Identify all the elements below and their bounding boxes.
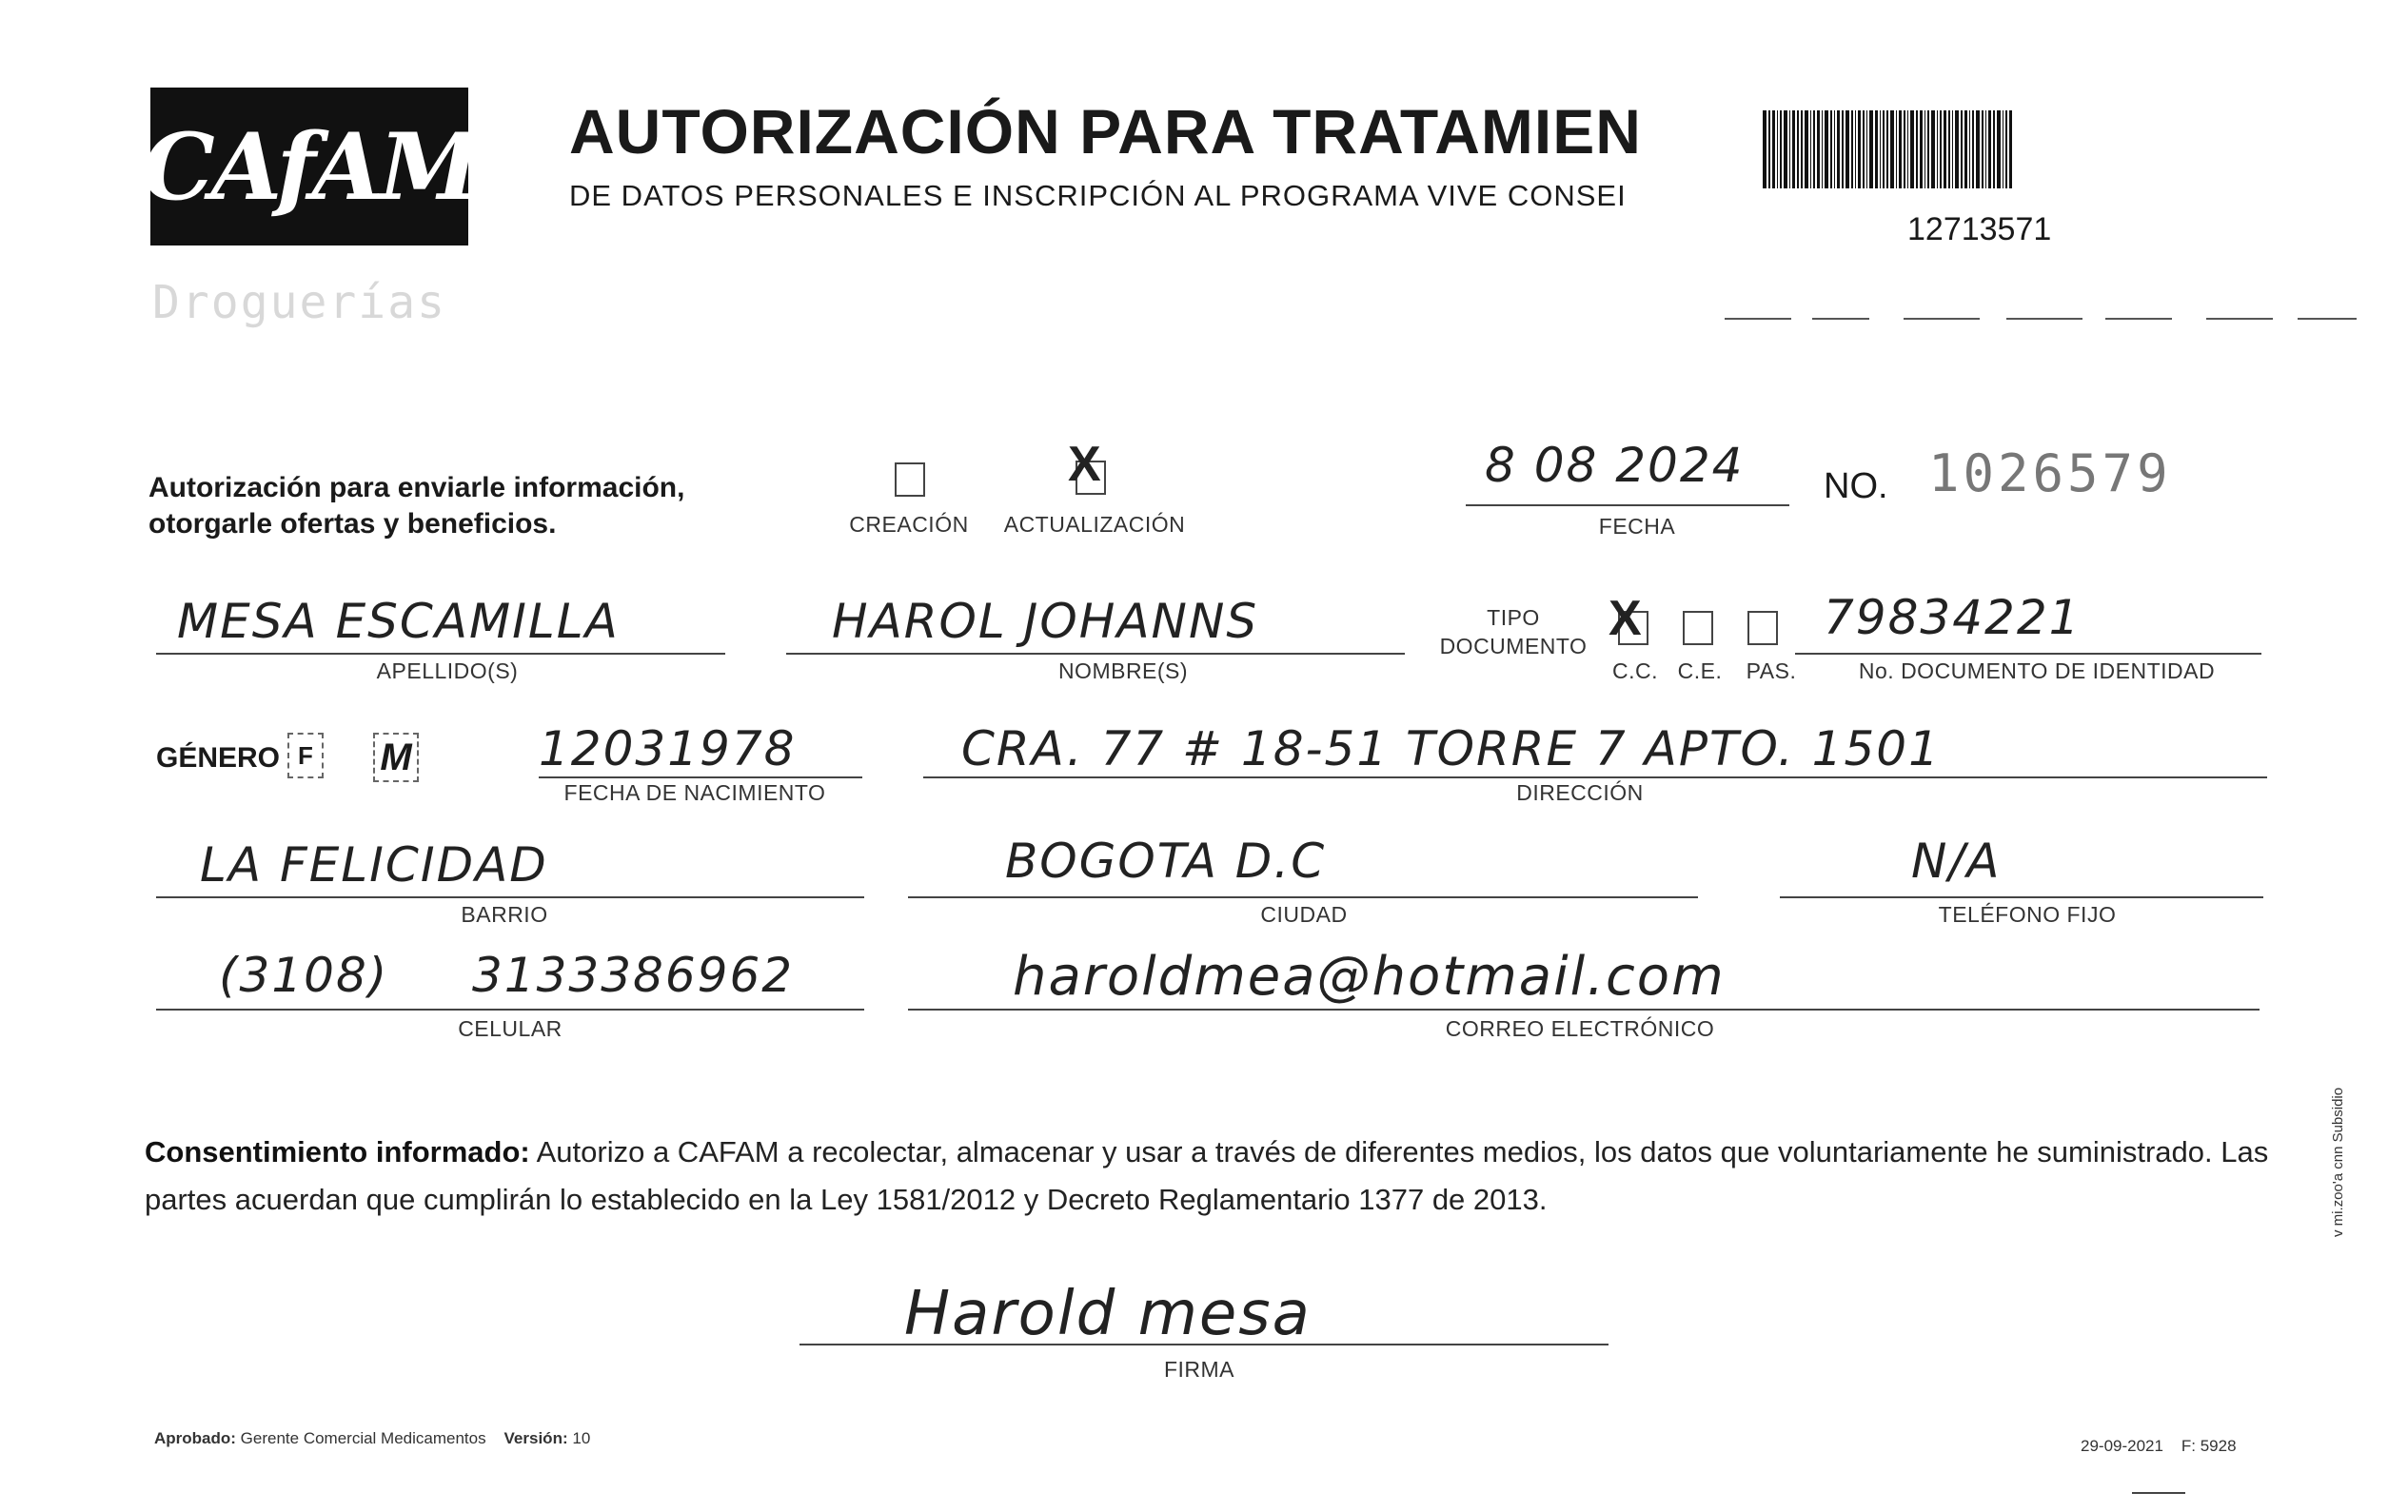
tipo-label: TIPO <box>1487 605 1540 630</box>
barcode-bar <box>1896 110 1897 188</box>
genero-f-box[interactable]: F <box>287 733 324 778</box>
barcode-bar <box>1969 110 1970 188</box>
intro-line-2: otorgarle ofertas y beneficios. <box>148 508 557 540</box>
signature-value: Harold mesa <box>904 1279 1312 1349</box>
ciudad-value: BOGOTA D.C <box>1005 834 1327 889</box>
nombres-label: NOMBRE(S) <box>1057 658 1189 683</box>
fecha-label: FECHA <box>1598 514 1676 539</box>
barcode-bar <box>1931 110 1935 188</box>
celular-line <box>156 1009 864 1011</box>
barcode-bar <box>1845 110 1849 188</box>
cafam-logo <box>142 88 477 245</box>
barrio-line <box>156 896 864 898</box>
barcode-bar <box>1904 110 1905 188</box>
barcode-bar <box>1768 110 1770 188</box>
ciudad-line <box>908 896 1698 898</box>
apellidos-value: MESA ESCAMILLA <box>177 594 620 649</box>
barcode-bar <box>1866 110 1867 188</box>
barrio-label: BARRIO <box>461 902 548 927</box>
documento-number-label: No. DOCUMENTO DE IDENTIDAD <box>1858 658 2216 683</box>
version-value: 10 <box>572 1429 591 1447</box>
barcode-bar <box>1851 110 1853 188</box>
barcode-bar <box>1763 110 1767 188</box>
ce-checkbox[interactable] <box>1683 611 1713 645</box>
barcode-bar <box>1940 110 1942 188</box>
correo-line <box>908 1009 2260 1011</box>
barcode-bar <box>1813 110 1815 188</box>
barcode-bar <box>1988 110 1991 188</box>
barrio-value: LA FELICIDAD <box>200 837 548 893</box>
apellidos-label: APELLIDO(S) <box>376 658 519 683</box>
dash-line <box>2132 1492 2185 1494</box>
ce-label: C.E. <box>1677 658 1723 683</box>
barcode-bar <box>1834 110 1835 188</box>
barcode-bar <box>1961 110 1963 188</box>
barcode-bar <box>1972 110 1974 188</box>
barcode-bar <box>1810 110 1811 188</box>
form-title: AUTORIZACIÓN PARA TRATAMIEN <box>569 96 1642 167</box>
cc-label: C.C. <box>1612 658 1658 683</box>
dash-line <box>1367 653 1405 655</box>
genero-m-box[interactable]: M <box>373 733 419 782</box>
nombres-value: HAROL JOHANNS <box>832 594 1259 649</box>
direccion-line <box>923 776 2267 778</box>
barcode-bar <box>1837 110 1840 188</box>
correo-label: CORREO ELECTRÓNICO <box>1445 1016 1715 1041</box>
barcode-bar <box>1772 110 1775 188</box>
barcode-bar <box>2009 110 2012 188</box>
barcode-number: 12713571 <box>1907 211 2052 247</box>
nacimiento-line <box>539 776 862 778</box>
direccion-value: CRA. 77 # 18-51 TORRE 7 APTO. 1501 <box>961 721 1941 776</box>
barcode-bar <box>1899 110 1902 188</box>
aprobado-label: Aprobado: <box>154 1429 236 1447</box>
barcode-bar <box>1976 110 1980 188</box>
dash-line <box>1904 318 1980 320</box>
barcode-bar <box>1858 110 1861 188</box>
footer-date: 29-09-2021 <box>2081 1437 2163 1455</box>
nombres-line <box>786 653 1367 655</box>
barcode-bar <box>1916 110 1918 188</box>
aprobado-value: Gerente Comercial Medicamentos <box>240 1429 486 1447</box>
barcode-bar <box>1964 110 1967 188</box>
actualizacion-label: ACTUALIZACIÓN <box>1003 512 1186 537</box>
barcode <box>1763 110 2151 188</box>
dash-line <box>2298 318 2357 320</box>
barcode-bar <box>1789 110 1790 188</box>
documento-number-line <box>1795 653 2261 655</box>
barcode-bar <box>1982 110 1984 188</box>
barcode-bar <box>1937 110 1938 188</box>
barcode-bar <box>1993 110 1995 188</box>
barcode-bar <box>1842 110 1844 188</box>
celular-value: 3133386962 <box>472 948 795 1003</box>
barcode-bar <box>1907 110 1908 188</box>
fecha-line <box>1466 504 1789 506</box>
barcode-bar <box>1863 110 1865 188</box>
barcode-bar <box>2005 110 2007 188</box>
telefono-value: N/A <box>1911 834 2002 889</box>
dash-line <box>1725 318 1791 320</box>
creacion-checkbox[interactable] <box>895 462 925 497</box>
celular-label: CELULAR <box>458 1016 563 1041</box>
barcode-bar <box>1817 110 1820 188</box>
logo-text: CAfAM <box>142 112 477 221</box>
barcode-bar <box>1855 110 1856 188</box>
telefono-label: TELÉFONO FIJO <box>1938 902 2117 927</box>
celular-prefix: (3108) <box>219 948 389 1003</box>
barcode-bar <box>1927 110 1929 188</box>
barcode-bar <box>1920 110 1923 188</box>
no-label: NO. <box>1824 466 1888 506</box>
correo-value: haroldmea@hotmail.com <box>1013 946 1726 1008</box>
barcode-bar <box>1825 110 1828 188</box>
barcode-bar <box>1822 110 1823 188</box>
barcode-bar <box>1883 110 1885 188</box>
intro-line-1: Autorización para enviarle información, <box>148 472 685 503</box>
barcode-bar <box>1830 110 1832 188</box>
vertical-side-text: v mi.zoo'a cnn Subsidio <box>2330 1087 2346 1237</box>
actualizacion-check-mark: X <box>1068 437 1101 492</box>
barcode-bar <box>1924 110 1925 188</box>
barcode-bar <box>1886 110 1888 188</box>
barcode-bar <box>1997 110 2001 188</box>
logo-subtitle: Droguerías <box>152 276 446 329</box>
genero-label: GÉNERO <box>156 742 281 774</box>
ciudad-label: CIUDAD <box>1260 902 1348 927</box>
dash-line <box>2105 318 2172 320</box>
barcode-bar <box>1792 110 1795 188</box>
consent-text: Autorizo a CAFAM a recolectar, almacenar y usar a través de diferentes medios, los datos que voluntariamente he suministrado. Las partes acuerdan que cumplirán lo establecido en la Ley 1581/2012 y Decreto Reglamentario 1377 de 2013. <box>145 1135 2269 1216</box>
direccion-label: DIRECCIÓN <box>1516 780 1644 805</box>
footer-approval <box>154 1429 590 1448</box>
no-value: 1026579 <box>1928 443 2172 503</box>
apellidos-line <box>156 653 725 655</box>
consent-paragraph <box>145 1129 2277 1224</box>
barcode-bar <box>1890 110 1894 188</box>
telefono-line <box>1780 896 2263 898</box>
barcode-bar <box>1875 110 1878 188</box>
signature-line <box>799 1344 1609 1345</box>
barcode-bar <box>1952 110 1953 188</box>
nacimiento-label: FECHA DE NACIMIENTO <box>563 780 826 805</box>
dash-line <box>2206 318 2273 320</box>
signature-label: FIRMA <box>1163 1357 1235 1382</box>
version-label: Versión: <box>503 1429 568 1447</box>
barcode-bar <box>1784 110 1787 188</box>
pas-label: PAS. <box>1746 658 1797 683</box>
barcode-bar <box>1955 110 1959 188</box>
barcode-bar <box>1801 110 1803 188</box>
barcode-bar <box>1797 110 1799 188</box>
barcode-bar <box>1944 110 1946 188</box>
documento-number-value: 79834221 <box>1824 590 2082 645</box>
dash-line <box>2006 318 2082 320</box>
nacimiento-value: 12031978 <box>539 721 797 776</box>
barcode-bar <box>1948 110 1950 188</box>
consent-heading: Consentimiento informado: <box>145 1135 530 1168</box>
barcode-bar <box>1777 110 1778 188</box>
barcode-bar <box>1910 110 1914 188</box>
barcode-bar <box>1880 110 1881 188</box>
documento-label: DOCUMENTO <box>1439 634 1588 658</box>
barcode-bar <box>1985 110 1986 188</box>
pas-checkbox[interactable] <box>1747 611 1778 645</box>
dash-line <box>1812 318 1869 320</box>
creacion-label: CREACIÓN <box>849 512 969 537</box>
barcode-bar <box>1780 110 1782 188</box>
footer-date-code <box>2081 1437 2237 1456</box>
cc-check-mark: X <box>1609 591 1642 646</box>
barcode-bar <box>1805 110 1808 188</box>
fecha-value: 8 08 2024 <box>1485 438 1745 493</box>
barcode-bar <box>1869 110 1873 188</box>
form-subtitle: DE DATOS PERSONALES E INSCRIPCIÓN AL PROGRAMA VIVE CONSEI <box>569 179 1627 212</box>
footer-code: F: 5928 <box>2181 1437 2237 1455</box>
